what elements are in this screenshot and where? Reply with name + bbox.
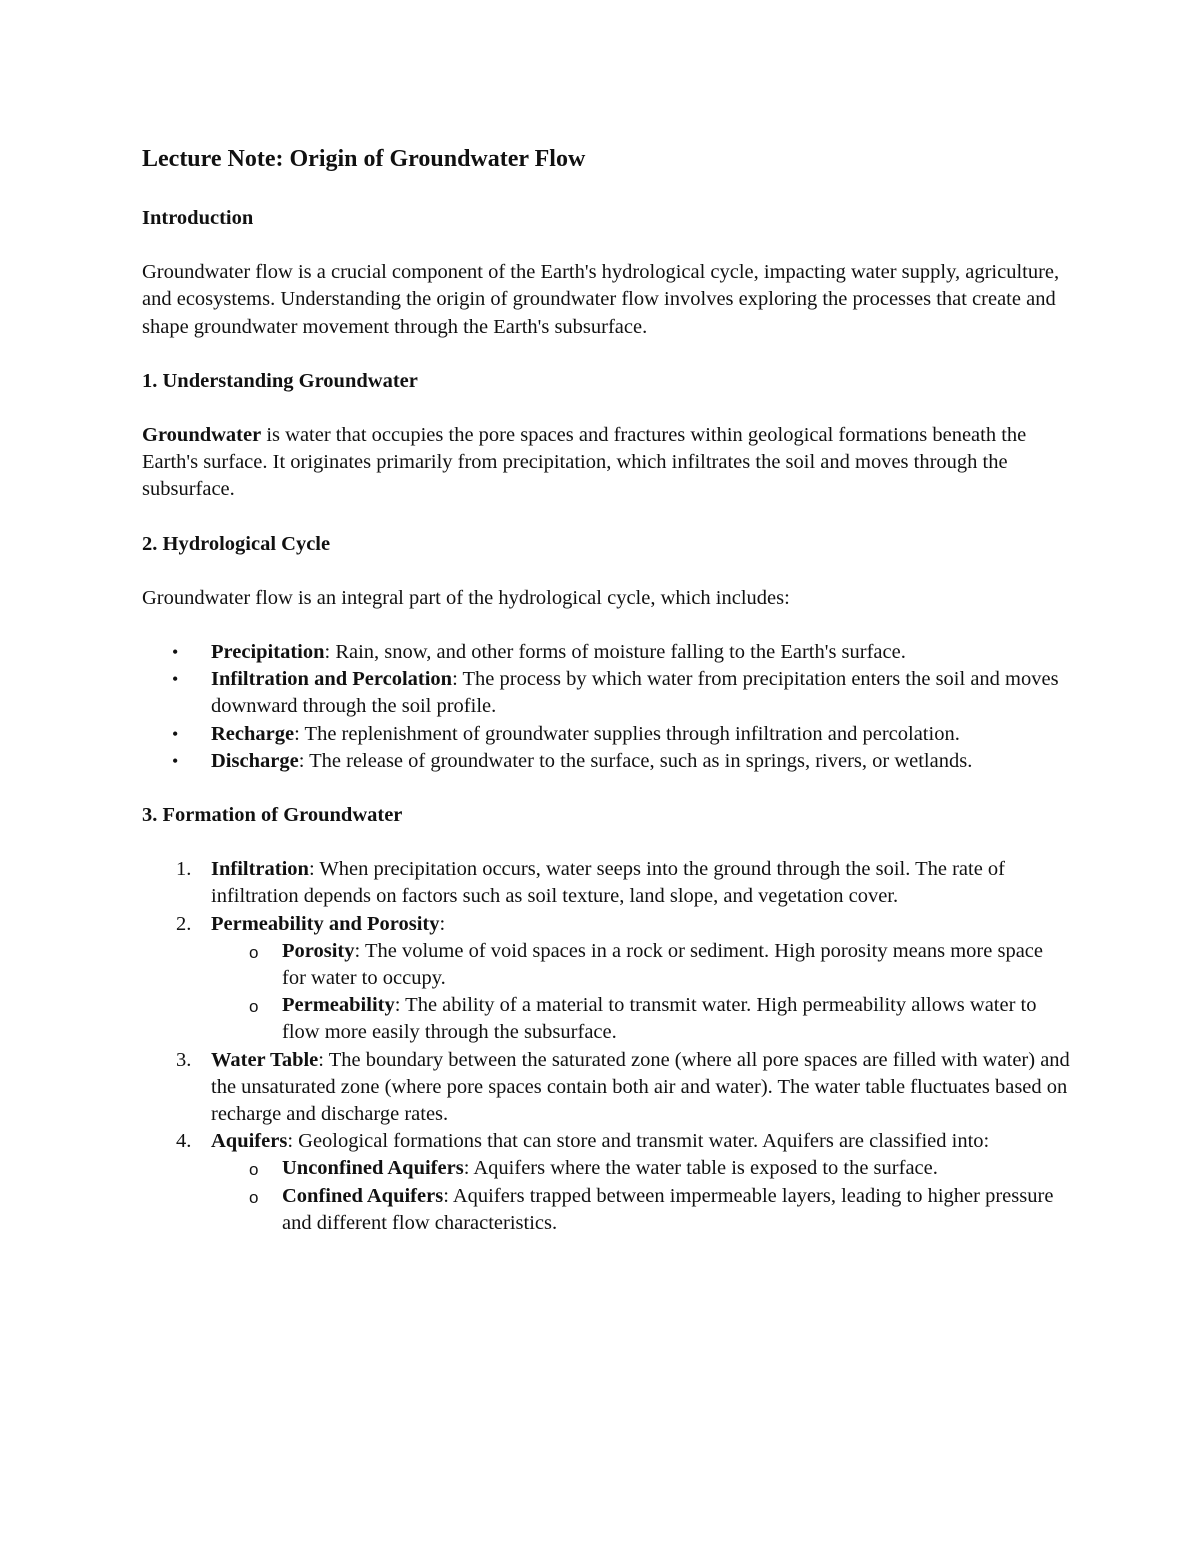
- sub-item-term: Confined Aquifers: [282, 1184, 444, 1207]
- list-item: [142, 748, 1072, 775]
- intro-heading: Introduction: [142, 207, 254, 229]
- list-item-number: 1.: [176, 858, 192, 881]
- sub-item-text: : The ability of a material to transmit water. High permeability allows water to flow more easily through the subsurface.: [282, 994, 1037, 1044]
- list-item: [142, 666, 1072, 720]
- list-item: [142, 1128, 1072, 1237]
- sub-item-term: Porosity: [282, 939, 355, 962]
- list-item-text: : The release of groundwater to the surface, such as in springs, rivers, or wetlands.: [298, 749, 973, 772]
- sub-item-term: Permeability: [282, 994, 395, 1017]
- list-item: [142, 856, 1072, 910]
- document-page: [142, 140, 1072, 1237]
- list-item-text: : The process by which water from precipitation enters the soil and moves downward through the soil profile.: [211, 668, 1059, 718]
- bullet-icon: •: [172, 669, 179, 690]
- circle-bullet-icon: o: [249, 1187, 259, 1207]
- groundwater-definition: is water that occupies the pore spaces and fractures within geological formations beneath the Earth's surface. It originates primarily from precipitation, which infiltrates the soil and moves through the subsurface.: [142, 424, 1027, 501]
- list-item-term: Water Table: [211, 1048, 319, 1071]
- bullet-icon: •: [172, 750, 179, 771]
- list-item-term: Precipitation: [211, 641, 325, 664]
- section-1-heading: 1. Understanding Groundwater: [142, 369, 418, 392]
- sub-item-term: Unconfined Aquifers: [282, 1157, 464, 1180]
- list-item: [142, 911, 1072, 1047]
- section-2-heading: 2. Hydrological Cycle: [142, 532, 331, 555]
- hydrological-cycle-list: [142, 639, 1072, 775]
- sub-list-item: [211, 938, 1072, 992]
- list-item-text: : When precipitation occurs, water seeps into the ground through the soil. The rate of infiltration depends on factors such as soil texture, land slope, and vegetation cover.: [211, 858, 1006, 908]
- list-item-text: : The boundary between the saturated zone (where all pore spaces are filled with water) and the unsaturated zone (where pore spaces contain both air and water). The water table fluctuates based on recharge and discharge rates.: [211, 1048, 1070, 1126]
- circle-bullet-icon: o: [249, 942, 259, 962]
- list-item: [142, 721, 1072, 748]
- section-3-heading: 3. Formation of Groundwater: [142, 804, 403, 827]
- groundwater-term: Groundwater: [142, 424, 262, 447]
- section-1-paragraph: [142, 422, 1072, 504]
- intro-paragraph: Groundwater flow is a crucial component of the Earth's hydrological cycle, impacting water supply, agriculture, and ecosystems. Understanding the origin of groundwater flow involves exploring the processes that create and shape groundwater movement through the Earth's subsurface.: [142, 261, 1060, 338]
- list-item-term: Discharge: [211, 749, 299, 772]
- sub-item-text: : The volume of void spaces in a rock or sediment. High porosity means more space for water to occupy.: [282, 939, 1043, 990]
- sub-item-text: : Aquifers where the water table is exposed to the surface.: [463, 1157, 938, 1180]
- sub-list-item: [211, 992, 1072, 1046]
- sub-list-item: [211, 1155, 1072, 1182]
- circle-bullet-icon: o: [249, 1160, 259, 1180]
- circle-bullet-icon: o: [249, 997, 259, 1017]
- list-item-text: : Rain, snow, and other forms of moisture falling to the Earth's surface.: [324, 641, 906, 664]
- list-item-text: : The replenishment of groundwater supplies through infiltration and percolation.: [294, 722, 960, 745]
- list-item-text: : Geological formations that can store and transmit water. Aquifers are classified into:: [287, 1130, 990, 1153]
- section-2-lead: Groundwater flow is an integral part of the hydrological cycle, which includes:: [142, 586, 790, 609]
- sub-item-text: : Aquifers trapped between impermeable layers, leading to higher pressure and different flow characteristics.: [282, 1184, 1054, 1234]
- list-item-term: Recharge: [211, 722, 295, 745]
- bullet-icon: •: [172, 642, 179, 663]
- sub-list-item: [211, 1183, 1072, 1237]
- list-item-number: 3.: [176, 1048, 192, 1071]
- list-item-term: Aquifers: [211, 1130, 288, 1153]
- sub-list: [211, 1155, 1072, 1237]
- list-item-term: Permeability and Porosity: [211, 912, 440, 935]
- list-item: [142, 1047, 1072, 1129]
- list-item-term: Infiltration: [211, 858, 309, 881]
- list-item-number: 4.: [176, 1130, 192, 1153]
- list-item-text: :: [439, 912, 446, 935]
- bullet-icon: •: [172, 723, 179, 744]
- list-item-term: Infiltration and Percolation: [211, 668, 453, 691]
- sub-list: [211, 938, 1072, 1047]
- list-item-number: 2.: [176, 912, 192, 935]
- list-item: [142, 639, 1072, 666]
- formation-steps-list: [142, 856, 1072, 1237]
- document-title: Lecture Note: Origin of Groundwater Flow: [142, 146, 586, 172]
